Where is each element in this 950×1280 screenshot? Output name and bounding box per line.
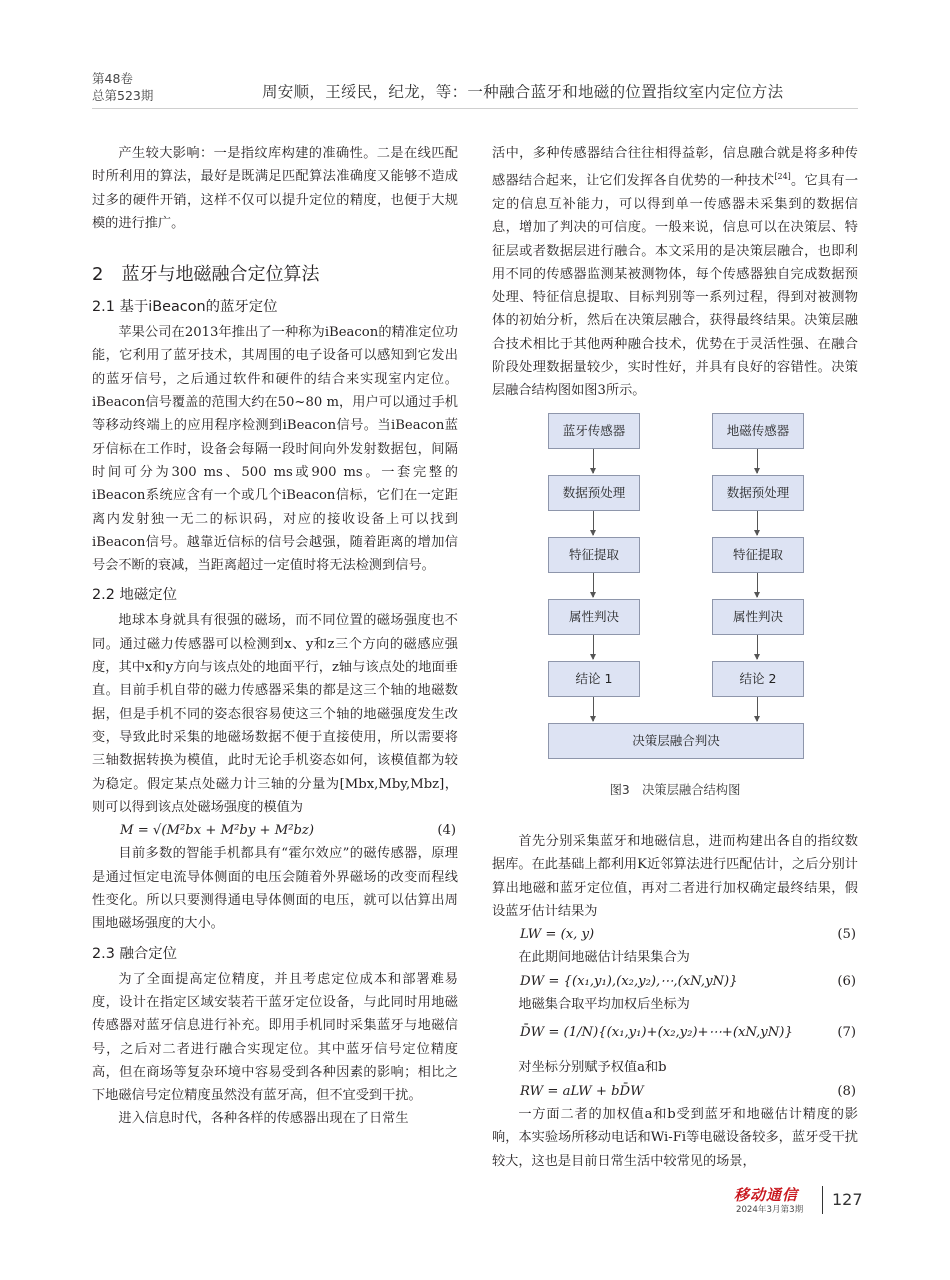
flow-arrow — [757, 697, 758, 721]
citation-ref: [24] — [774, 172, 791, 182]
paragraph: 在此期间地磁估计结果集合为 — [518, 950, 690, 966]
header-divider — [92, 108, 858, 109]
paragraph: 首先分别采集蓝牙和地磁信息，进而构建出各自的指纹数据库。在此基础上都利用K近邻算法进行匹配估计，之后分别计算出地磁和蓝牙定位值，再对二者进行加权确定最终结果，假设蓝牙估计结果为 — [492, 833, 858, 919]
conclusion-1-box: 结论 1 — [548, 661, 640, 697]
bluetooth-sensor-box: 蓝牙传感器 — [548, 413, 640, 449]
page-number: 127 — [832, 1190, 863, 1209]
issue-label: 总第523期 — [92, 88, 154, 103]
attribute-box-right: 属性判决 — [712, 599, 804, 635]
paragraph: 地磁集合取平均加权后坐标为 — [518, 997, 690, 1013]
flow-arrow — [593, 511, 594, 535]
paragraph: 为了全面提高定位精度，并且考虑定位成本和部署难易度，设计在指定区域安装若干蓝牙定位设备，与此同时用地磁传感器对蓝牙信息进行补充。即用手机同时采集蓝牙与地磁信号，之后对二者进行融合实现定位。其中蓝牙信号定位精度高，但在商场等复杂环境中容易受到各种因素的影响；相比之下地磁信号定位精度虽然没有蓝牙高，但不宜受到干扰。 — [92, 971, 458, 1104]
equation-body: DW = {(x₁,y₁),(x₂,y₂),⋯,(xN,yN)} — [520, 973, 738, 989]
equation-number: (7) — [837, 1025, 856, 1041]
paragraph — [492, 142, 858, 403]
flow-arrow — [757, 635, 758, 659]
equation-6 — [492, 970, 858, 993]
paragraph: 一方面二者的加权值a和b受到蓝牙和地磁估计精度的影响，本实验场所移动电话和Wi-Fi等电磁设备较多，蓝牙受干扰较大，这也是目前日常生活中较常见的场景， — [492, 1106, 858, 1169]
footer-divider — [822, 1186, 823, 1214]
figure-caption: 图3 决策层融合结构图 — [609, 782, 741, 797]
equation-7 — [492, 1016, 858, 1050]
paragraph: 产生较大影响：一是指纹库构建的准确性。二是在线匹配时所利用的算法，最好是既满足匹配算法准确度又能够不造成过多的硬件开销，这样不仅可以提升定位的精度，也便于大规模的进行推广。 — [92, 146, 458, 231]
paragraph: 地球本身就具有很强的磁场，而不同位置的磁场强度也不同。通过磁力传感器可以检测到x、y和z三个方向的磁感应强度，其中x和y方向与该点处的地面平行，z轴与该点处的地面垂直。目前手机自带的磁力传感器采集的都是这三个轴的地磁数据，但是手机不同的姿态很容易使这三个轴的地磁强度发生改变，导致此时采集的地磁场数据不便于直接使用，所以需要将三轴数据转换为模值，此时无论手机姿态如何，该模值都为较为稳定。假定某点处磁力计三轴的分量为[Mbx,Mby,Mbz]，则可以得到该点处磁场强度的模值为 — [92, 613, 458, 815]
paragraph: 进入信息时代，各种各样的传感器出现在了日常生 — [118, 1111, 409, 1127]
section-heading: 2 蓝牙与地磁融合定位算法 — [92, 264, 320, 286]
decision-fusion-box: 决策层融合判决 — [548, 723, 804, 759]
volume-label: 第48卷 — [92, 71, 133, 86]
running-title: 周安顺，王绥民，纪龙，等：一种融合蓝牙和地磁的位置指纹室内定位方法 — [262, 83, 784, 101]
equation-number: (8) — [837, 1083, 856, 1099]
equation-4 — [92, 819, 458, 842]
paragraph: 苹果公司在2013年推出了一种称为iBeacon的精准定位功能，它利用了蓝牙技术，其周围的电子设备可以感知到它发出的蓝牙信号，之后通过软件和硬件的结合来实现室内定位。iBeacon信号覆盖的范围大约在50~80 m，用户可以通过手机等移动终端上的应用程序检测到iBeacon信号。当iBeacon蓝牙信标在工作时，设备会每隔一段时间向外发射数据包，间隔时间可分为300 ms、500 ms或900 ms。一套完整的iBeacon系统应含有一个或几个iBeacon信标，它们在一定距离内发射独一无二的标识码，对应的接收设备上可以找到iBeacon信号。越靠近信标的信号会越强，随着距离的增加信号会不断的衰减，当距离超过一定值时将无法检测到信号。 — [92, 325, 458, 574]
equation-number: (5) — [837, 927, 856, 943]
equation-body: RW = aLW + bD̄W — [520, 1083, 644, 1099]
flow-arrow — [757, 511, 758, 535]
issue-date: 2024年3月第3期 — [736, 1205, 804, 1215]
paragraph-text: 。它具有一定的信息互补能力，可以得到单一传感器未采集到的数据信息，增加了判决的可信度。一般来说，信息可以在决策层、特征层或者数据层进行融合。本文采用的是决策层融合，也即利用不同的传感器监测某被测物体，每个传感器独自完成数据预处理、特征信息提取、目标判别等一系列过程，得到对被测物体的初始分析，然后在决策层融合，获得最终结果。决策层融合技术相比于其他两种融合技术，优势在于灵活性强、在融合阶段处理数据量较少，实时性好，并具有良好的容错性。决策层融合结构图如图3所示。 — [492, 173, 859, 399]
equation-5 — [492, 923, 858, 946]
equation-number: (4) — [437, 823, 456, 839]
fusion-diagram — [492, 413, 858, 775]
flow-arrow — [593, 697, 594, 721]
equation-body: LW = (x, y) — [520, 927, 595, 943]
feature-box-left: 特征提取 — [548, 537, 640, 573]
equation-body: M = √(M²bx + M²by + M²bz) — [120, 823, 315, 839]
equation-number: (6) — [837, 973, 856, 989]
geomagnetic-sensor-box: 地磁传感器 — [712, 413, 804, 449]
flow-arrow — [757, 573, 758, 597]
subsection-heading: 2.1 基于iBeacon的蓝牙定位 — [92, 299, 278, 316]
subsection-heading: 2.3 融合定位 — [92, 945, 178, 962]
subsection-heading: 2.2 地磁定位 — [92, 587, 178, 604]
flow-arrow — [593, 573, 594, 597]
right-column — [492, 142, 858, 1173]
conclusion-2-box: 结论 2 — [712, 661, 804, 697]
equation-body: D̄W = (1/N){(x₁,y₁)+(x₂,y₂)+⋯+(xN,yN)} — [520, 1025, 793, 1041]
paragraph: 目前多数的智能手机都具有“霍尔效应”的磁传感器，原理是通过恒定电流导体侧面的电压会随着外界磁场的改变而程线性变化。所以只要测得通电导体侧面的电压，就可以估算出周围地磁场强度的大小。 — [92, 846, 458, 932]
equation-8 — [492, 1080, 858, 1103]
flow-arrow — [593, 449, 594, 473]
left-column — [92, 142, 458, 1131]
preprocess-box-right: 数据预处理 — [712, 475, 804, 511]
attribute-box-left: 属性判决 — [548, 599, 640, 635]
flow-arrow — [593, 635, 594, 659]
journal-logo: 移动通信 — [733, 1186, 798, 1204]
flow-arrow — [757, 449, 758, 473]
preprocess-box-left: 数据预处理 — [548, 475, 640, 511]
feature-box-right: 特征提取 — [712, 537, 804, 573]
paragraph: 对坐标分别赋予权值a和b — [518, 1060, 667, 1076]
journal-volume-block — [92, 70, 153, 104]
paragraph-text: 活中，多种传感器结合往往相得益彰，信息融合就是将多种传感器结合起来，让它们发挥各自优势的一种技术 — [492, 146, 858, 189]
